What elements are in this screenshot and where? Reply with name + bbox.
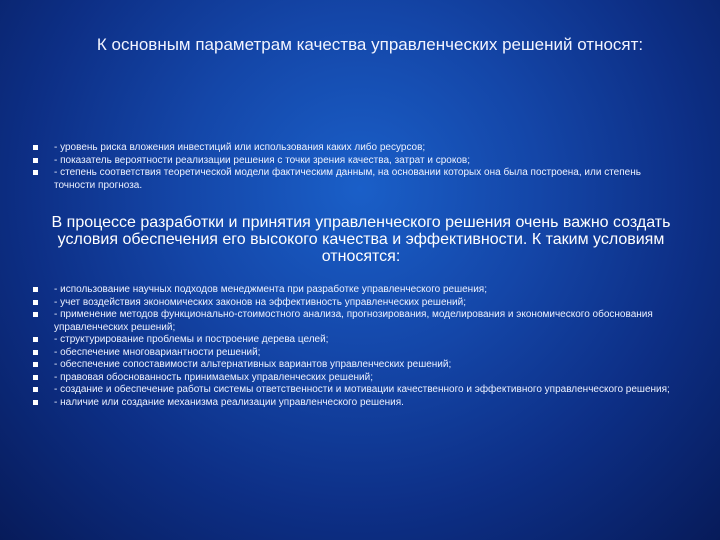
list-item	[30, 155, 650, 168]
square-bullet-icon	[33, 400, 38, 405]
conditions-list	[30, 284, 670, 409]
square-bullet-icon	[33, 300, 38, 305]
list-item-text: - создание и обеспечение работы системы ответственности и мотивации качественного и эффективного управленческого решения;	[54, 384, 670, 395]
slide-title: К основным параметрам качества управленческих решений относят:	[96, 35, 644, 54]
list-item-text: - наличие или создание механизма реализации управленческого решения.	[54, 396, 404, 408]
list-item	[30, 309, 670, 334]
list-item-text: - использование научных подходов менеджмента при разработке управленческого решения;	[54, 284, 487, 295]
square-bullet-icon	[33, 362, 38, 367]
quality-parameters-list	[30, 142, 650, 192]
list-item-text: - показатель вероятности реализации решения с точки зрения качества, затрат и сроков;	[54, 154, 470, 166]
list-item	[30, 359, 670, 372]
list-item	[30, 347, 670, 360]
list-item-text: - применение методов функционально-стоимостного анализа, прогнозирования, моделирования и экономического обоснования управленческих решений;	[54, 309, 653, 333]
list-item	[30, 397, 670, 410]
section-heading: В процессе разработки и принятия управленческого решения очень важно создать условия обеспечения его высокого качества и эффективности. К таким условиям относятся:	[51, 214, 671, 265]
list-item-text: - учет воздействия экономических законов на эффективность управленческих решений;	[54, 296, 466, 308]
square-bullet-icon	[33, 170, 38, 175]
list-item-text: - обеспечение сопоставимости альтернативных вариантов управленческих решений;	[54, 359, 452, 370]
square-bullet-icon	[33, 158, 38, 163]
list-item	[30, 297, 670, 310]
square-bullet-icon	[33, 312, 38, 317]
list-item	[30, 384, 670, 397]
square-bullet-icon	[33, 387, 38, 392]
list-item-text: - правовая обоснованность принимаемых управленческих решений;	[54, 371, 373, 383]
list-item-text: - обеспечение многовариантности решений;	[54, 346, 261, 358]
square-bullet-icon	[33, 350, 38, 355]
square-bullet-icon	[33, 287, 38, 292]
list-item-text: - уровень риска вложения инвестиций или использования каких либо ресурсов;	[54, 142, 426, 153]
list-item	[30, 372, 670, 385]
list-item	[30, 334, 670, 347]
square-bullet-icon	[33, 337, 38, 342]
list-item-text: - структурирование проблемы и построение дерева целей;	[54, 334, 329, 345]
list-item	[30, 142, 650, 155]
list-item	[30, 167, 650, 192]
square-bullet-icon	[33, 375, 38, 380]
list-item-text: - степень соответствия теоретической модели фактическим данным, на основании которых она была построена, или степень точности прогноза.	[54, 167, 641, 191]
square-bullet-icon	[33, 145, 38, 150]
list-item	[30, 284, 670, 297]
